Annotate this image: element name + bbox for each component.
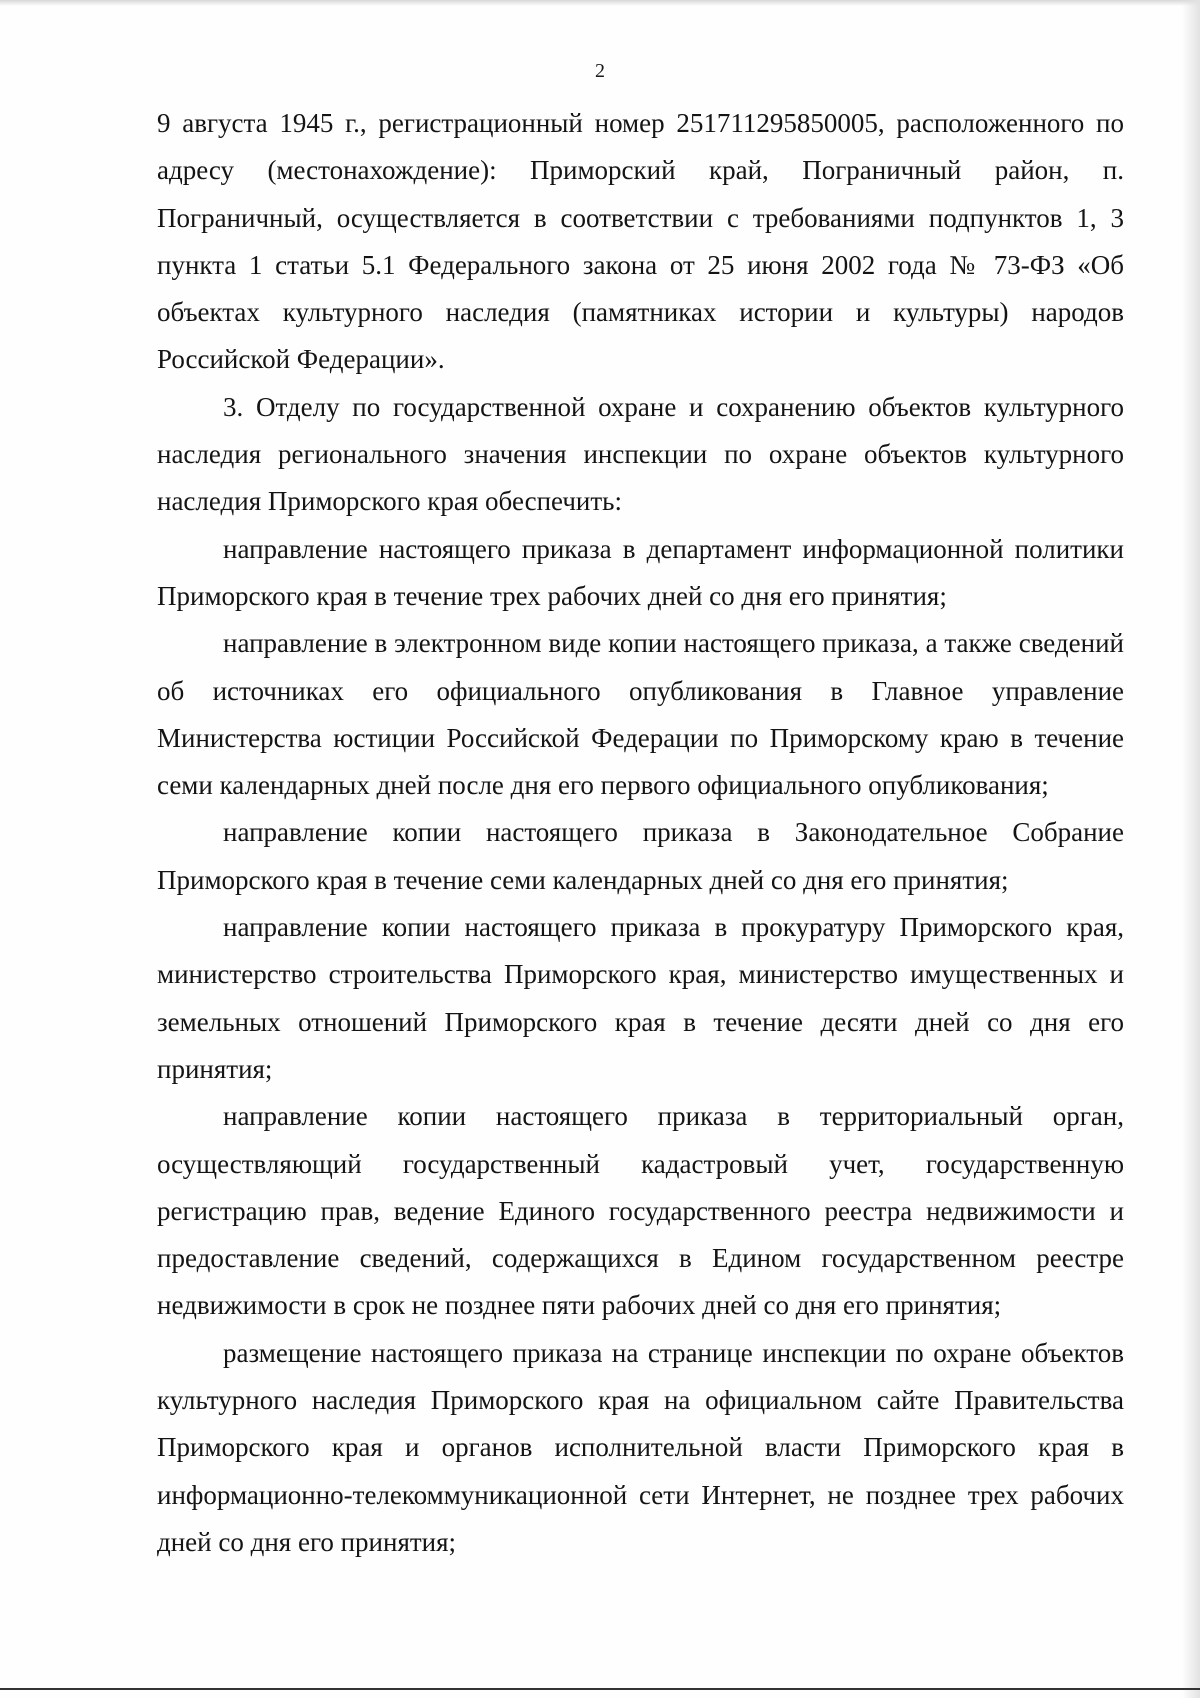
document-body bbox=[157, 100, 1124, 1566]
paragraph-ministry-justice: направление в электронном виде копии настоящего приказа, а также сведений об источниках его официального опубликования в Главное управление Министерства юстиции Российской Федерации по Приморскому краю в течение семи календарных дней после дня его первого официального опубликования; bbox=[157, 628, 1124, 801]
page-number: 2 bbox=[595, 60, 605, 82]
paragraph-continuation: 9 августа 1945 г., регистрационный номер 251711295850005, расположенного по адресу (местонахождение): Приморский край, Пограничный район, п. Пограничный, осуществляется в соответствии с требованиями подпунктов 1, 3 пункта 1 статьи 5.1 Федерального закона от 25 июня 2002 года № 73-ФЗ «Об объектах культурного наследия (памятниках истории и культуры) народов Российской Федерации». bbox=[157, 108, 1124, 375]
paragraph-info-policy: направление настоящего приказа в департамент информационной политики Приморского края в течение трех рабочих дней со дня его принятия; bbox=[157, 533, 1124, 611]
paragraph-website: размещение настоящего приказа на странице инспекции по охране объектов культурного наследия Приморского края на официальном сайте Правительства Приморского края и органов исполнительной власти Приморского края в информационно-телекоммуникационной сети Интернет, не позднее трех рабочих дней со дня его принятия; bbox=[157, 1337, 1124, 1557]
paragraph-legislative-assembly: направление копии настоящего приказа в Законодательное Собрание Приморского края в течение семи календарных дней со дня его принятия; bbox=[157, 817, 1124, 895]
paragraph-prosecutor: направление копии настоящего приказа в прокуратуру Приморского края, министерство строительства Приморского края, министерство имущественных и земельных отношений Приморского края в течение десяти дней со дня его принятия; bbox=[157, 912, 1124, 1084]
paragraph-cadastral: направление копии настоящего приказа в территориальный орган, осуществляющий государственный кадастровый учет, государственную регистрацию прав, ведение Единого государственного реестра недвижимости и предоставление сведений, содержащихся в Едином государственном реестре недвижимости в срок не позднее пяти рабочих дней со дня его принятия; bbox=[157, 1101, 1124, 1321]
scan-top-edge bbox=[0, 0, 1200, 6]
paragraph-item-3: 3. Отделу по государственной охране и сохранению объектов культурного наследия регионального значения инспекции по охране объектов культурного наследия Приморского края обеспечить: bbox=[157, 391, 1124, 517]
bottom-scan-line bbox=[0, 1688, 1200, 1690]
scan-right-edge bbox=[1182, 0, 1200, 1698]
